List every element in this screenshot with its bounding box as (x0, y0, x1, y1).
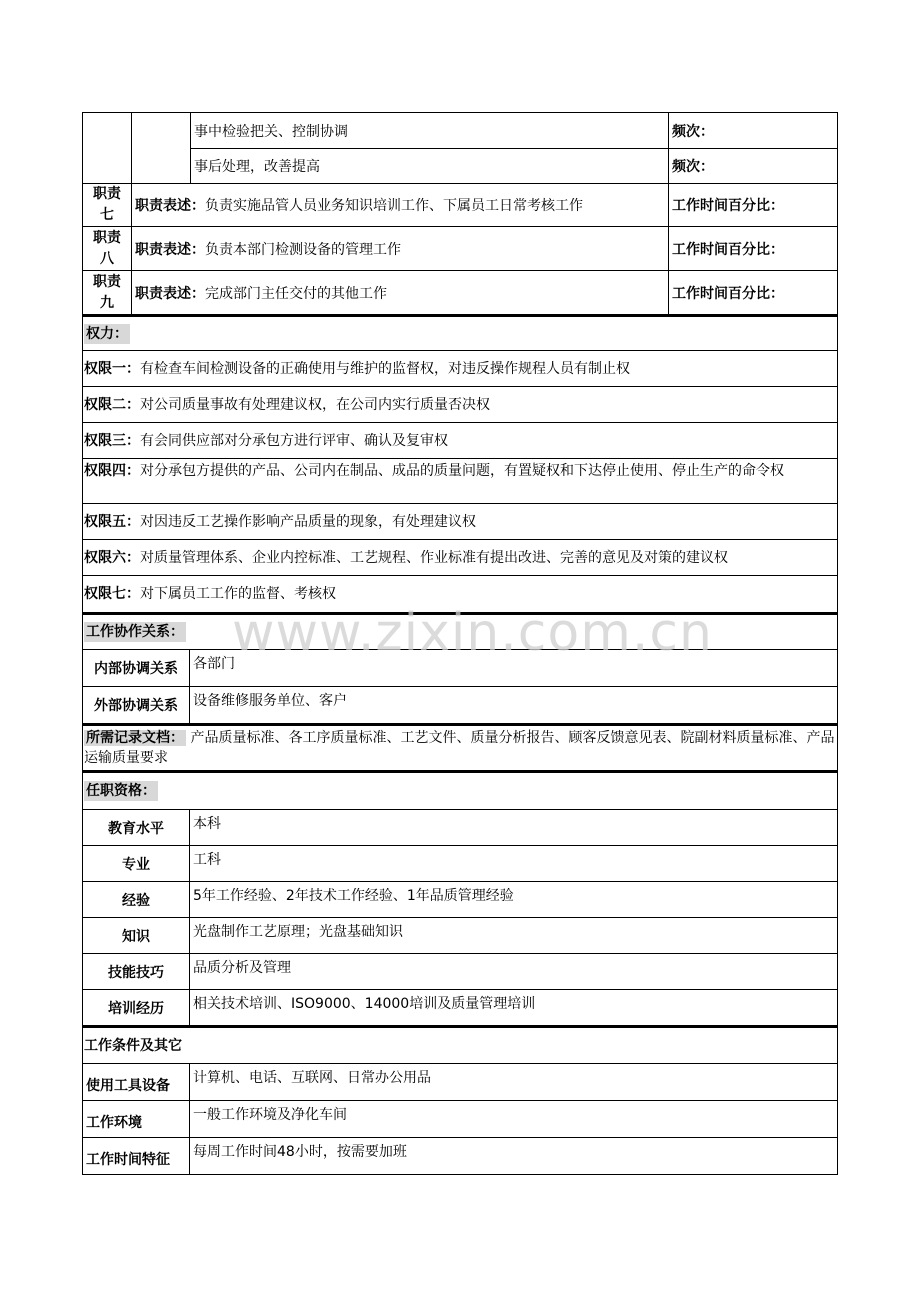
relation-label (83, 650, 189, 686)
duty-row (83, 270, 837, 314)
qualification-value-text: 5年工作经验、2年技术工作经验、1年品质管理经验 (193, 888, 514, 904)
relations-title-text: 工作协作关系： (86, 624, 184, 640)
duty-row (83, 183, 837, 226)
authority-item-label: 权限六： (84, 549, 140, 566)
condition-value (189, 1064, 837, 1100)
duty-desc-label: 职责表述： (135, 285, 205, 302)
authority-item-text: 对公司质量事故有处理建议权，在公司内实行质量否决权 (140, 396, 490, 413)
authority-item-text: 对质量管理体系、企业内控标准、工艺规程、作业标准有提出改进、完善的意见及对策的建议权 (140, 549, 728, 566)
watermark: www.zixin.com.cn (232, 603, 713, 663)
qualification-label (83, 990, 189, 1025)
documents-text: 产品质量标准、各工序质量标准、工艺文件、质量分析报告、顾客反馈意见表、院副材料质量标准、产品运输质量要求 (84, 730, 835, 766)
duty-label-text: 职责八 (93, 229, 121, 267)
authority-item-row (83, 503, 837, 539)
qualification-value (189, 990, 837, 1025)
duty-label (83, 227, 131, 270)
frequency-label: 频次： (672, 159, 714, 175)
duty-continuation (83, 113, 837, 183)
authority-item-text: 对因违反工艺操作影响产品质量的现象，有处理建议权 (140, 513, 476, 530)
relation-row (83, 649, 837, 686)
duty-desc-text: 完成部门主任交付的其他工作 (205, 285, 387, 302)
authority-item-label: 权限七： (84, 586, 140, 602)
relation-value (189, 687, 837, 723)
authority-title-row (83, 315, 837, 350)
conditions-title-row (83, 1026, 837, 1063)
qualifications-title-row (83, 771, 837, 809)
condition-row (83, 1137, 837, 1174)
documents-section (82, 724, 838, 771)
qualification-label (83, 918, 189, 953)
duty-desc-label: 职责表述： (135, 241, 205, 258)
time-percent-cell (668, 227, 837, 270)
condition-row (83, 1100, 837, 1137)
condition-label-text: 使用工具设备 (86, 1078, 170, 1094)
authority-item-label: 权限五： (84, 513, 140, 530)
authority-item-text: 有会同供应部对分承包方进行评审、确认及复审权 (140, 432, 448, 449)
duties-section (82, 112, 838, 315)
duty-desc-text: 负责本部门检测设备的管理工作 (205, 241, 401, 258)
relation-value-text: 设备维修服务单位、客户 (193, 693, 347, 709)
relation-value-text: 各部门 (193, 656, 235, 672)
qualification-value (189, 810, 837, 845)
qualification-label-text: 培训经历 (108, 1000, 164, 1017)
authority-section (82, 315, 838, 613)
relation-row (83, 686, 837, 723)
duty-sub-row (190, 148, 837, 183)
duty-label (83, 184, 131, 226)
qualification-label (83, 882, 189, 917)
relation-value (189, 650, 837, 686)
frequency-label: 频次： (672, 123, 714, 140)
duty-desc-text: 负责实施品管人员业务知识培训工作、下属员工日常考核工作 (205, 198, 583, 214)
authority-item-row (83, 539, 837, 575)
duty-sub-row (190, 113, 837, 148)
qualification-label-text: 经验 (122, 892, 150, 909)
duty-sub-text-value: 事中检验把关、控制协调 (194, 123, 348, 140)
condition-row (83, 1063, 837, 1100)
condition-label (83, 1101, 189, 1137)
authority-item-row (83, 575, 837, 612)
condition-value (189, 1138, 837, 1174)
duty-description (131, 271, 668, 314)
condition-value (189, 1101, 837, 1137)
qualification-value-text: 光盘制作工艺原理；光盘基础知识 (193, 924, 403, 940)
qualification-label-text: 专业 (122, 856, 150, 873)
qualification-row (83, 845, 837, 881)
authority-item (83, 540, 837, 575)
duty-sub-text (190, 149, 668, 183)
condition-value-text: 一般工作环境及净化车间 (193, 1107, 347, 1123)
condition-label-text: 工作时间特征 (86, 1152, 170, 1168)
time-percent-label: 工作时间百分比： (672, 198, 784, 214)
authority-item (83, 504, 837, 539)
authority-item-label: 权限二： (84, 396, 140, 413)
documents-label: 所需记录文档： (86, 730, 184, 746)
authority-title (83, 317, 837, 350)
authority-item-text: 对下属员工工作的监督、考核权 (140, 586, 336, 602)
time-percent-cell (668, 271, 837, 314)
condition-value-text: 每周工作时间48小时，按需要加班 (193, 1144, 407, 1160)
condition-label (83, 1138, 189, 1174)
frequency-cell (668, 113, 837, 148)
qualification-label-text: 知识 (122, 928, 150, 945)
time-percent-cell (668, 184, 837, 226)
duty-sub-rows (190, 113, 837, 183)
job-description-document (82, 112, 838, 1175)
qualification-value (189, 918, 837, 953)
authority-item (83, 351, 837, 386)
authority-item-row (83, 422, 837, 458)
duty-row (83, 226, 837, 270)
duty-label-cell-empty (83, 113, 131, 183)
authority-item (83, 576, 837, 612)
authority-item-row (83, 458, 837, 503)
duty-label-text: 职责九 (93, 273, 121, 311)
authority-item-label: 权限一： (84, 360, 140, 377)
time-percent-label: 工作时间百分比： (672, 241, 784, 258)
qualifications-title (83, 773, 837, 809)
authority-item-label: 权限三： (84, 432, 140, 449)
authority-item-row (83, 350, 837, 386)
qualification-row (83, 953, 837, 989)
qualification-label-text: 技能技巧 (108, 964, 164, 981)
documents-cell (83, 726, 837, 770)
qualification-value-text: 品质分析及管理 (193, 960, 291, 976)
relations-section (82, 613, 838, 724)
qualification-label-text: 教育水平 (108, 820, 164, 837)
frequency-cell (668, 149, 837, 183)
duty-sub-label-cell-empty (131, 113, 190, 183)
condition-label-text: 工作环境 (86, 1115, 142, 1131)
qualification-value (189, 846, 837, 881)
qualification-row (83, 881, 837, 917)
relations-title (83, 615, 837, 649)
authority-item-text: 对分承包方提供的产品、公司内在制品、成品的质量问题，有置疑权和下达停止使用、停止生产的命令权 (140, 463, 784, 479)
time-percent-label: 工作时间百分比： (672, 285, 784, 302)
conditions-title (83, 1028, 837, 1063)
relation-label-text: 外部协调关系 (94, 698, 178, 714)
relation-label (83, 687, 189, 723)
qualification-label (83, 810, 189, 845)
qualification-row (83, 917, 837, 953)
qualification-label (83, 846, 189, 881)
qualifications-section (82, 771, 838, 1026)
qualification-value-text: 工科 (193, 852, 221, 868)
duty-label-text: 职责七 (93, 186, 121, 223)
condition-value-text: 计算机、电话、互联网、日常办公用品 (193, 1070, 431, 1086)
duty-label (83, 271, 131, 314)
authority-item-text: 有检查车间检测设备的正确使用与维护的监督权，对违反操作规程人员有制止权 (140, 360, 630, 377)
duty-sub-text-value: 事后处理，改善提高 (194, 159, 320, 175)
condition-label (83, 1064, 189, 1100)
authority-item (83, 459, 837, 503)
relation-label-text: 内部协调关系 (94, 661, 178, 677)
qualification-row (83, 989, 837, 1025)
duty-description (131, 227, 668, 270)
qualification-value-text: 本科 (193, 816, 221, 832)
qualification-label (83, 954, 189, 989)
duty-sub-text (190, 113, 668, 148)
conditions-section (82, 1026, 838, 1175)
conditions-title-text: 工作条件及其它 (84, 1037, 182, 1054)
qualification-value-text: 相关技术培训、ISO9000、14000培训及质量管理培训 (193, 996, 536, 1012)
qualification-value (189, 882, 837, 917)
qualification-value (189, 954, 837, 989)
authority-item-row (83, 386, 837, 422)
authority-item (83, 387, 837, 422)
qualification-row (83, 809, 837, 845)
documents-row (83, 724, 837, 770)
authority-title-text: 权力： (86, 325, 128, 342)
qualifications-title-text: 任职资格： (86, 783, 156, 799)
authority-item-label: 权限四： (84, 463, 140, 479)
duty-description (131, 184, 668, 226)
duty-desc-label: 职责表述： (135, 198, 205, 214)
relations-title-row (83, 613, 837, 649)
authority-item (83, 423, 837, 458)
